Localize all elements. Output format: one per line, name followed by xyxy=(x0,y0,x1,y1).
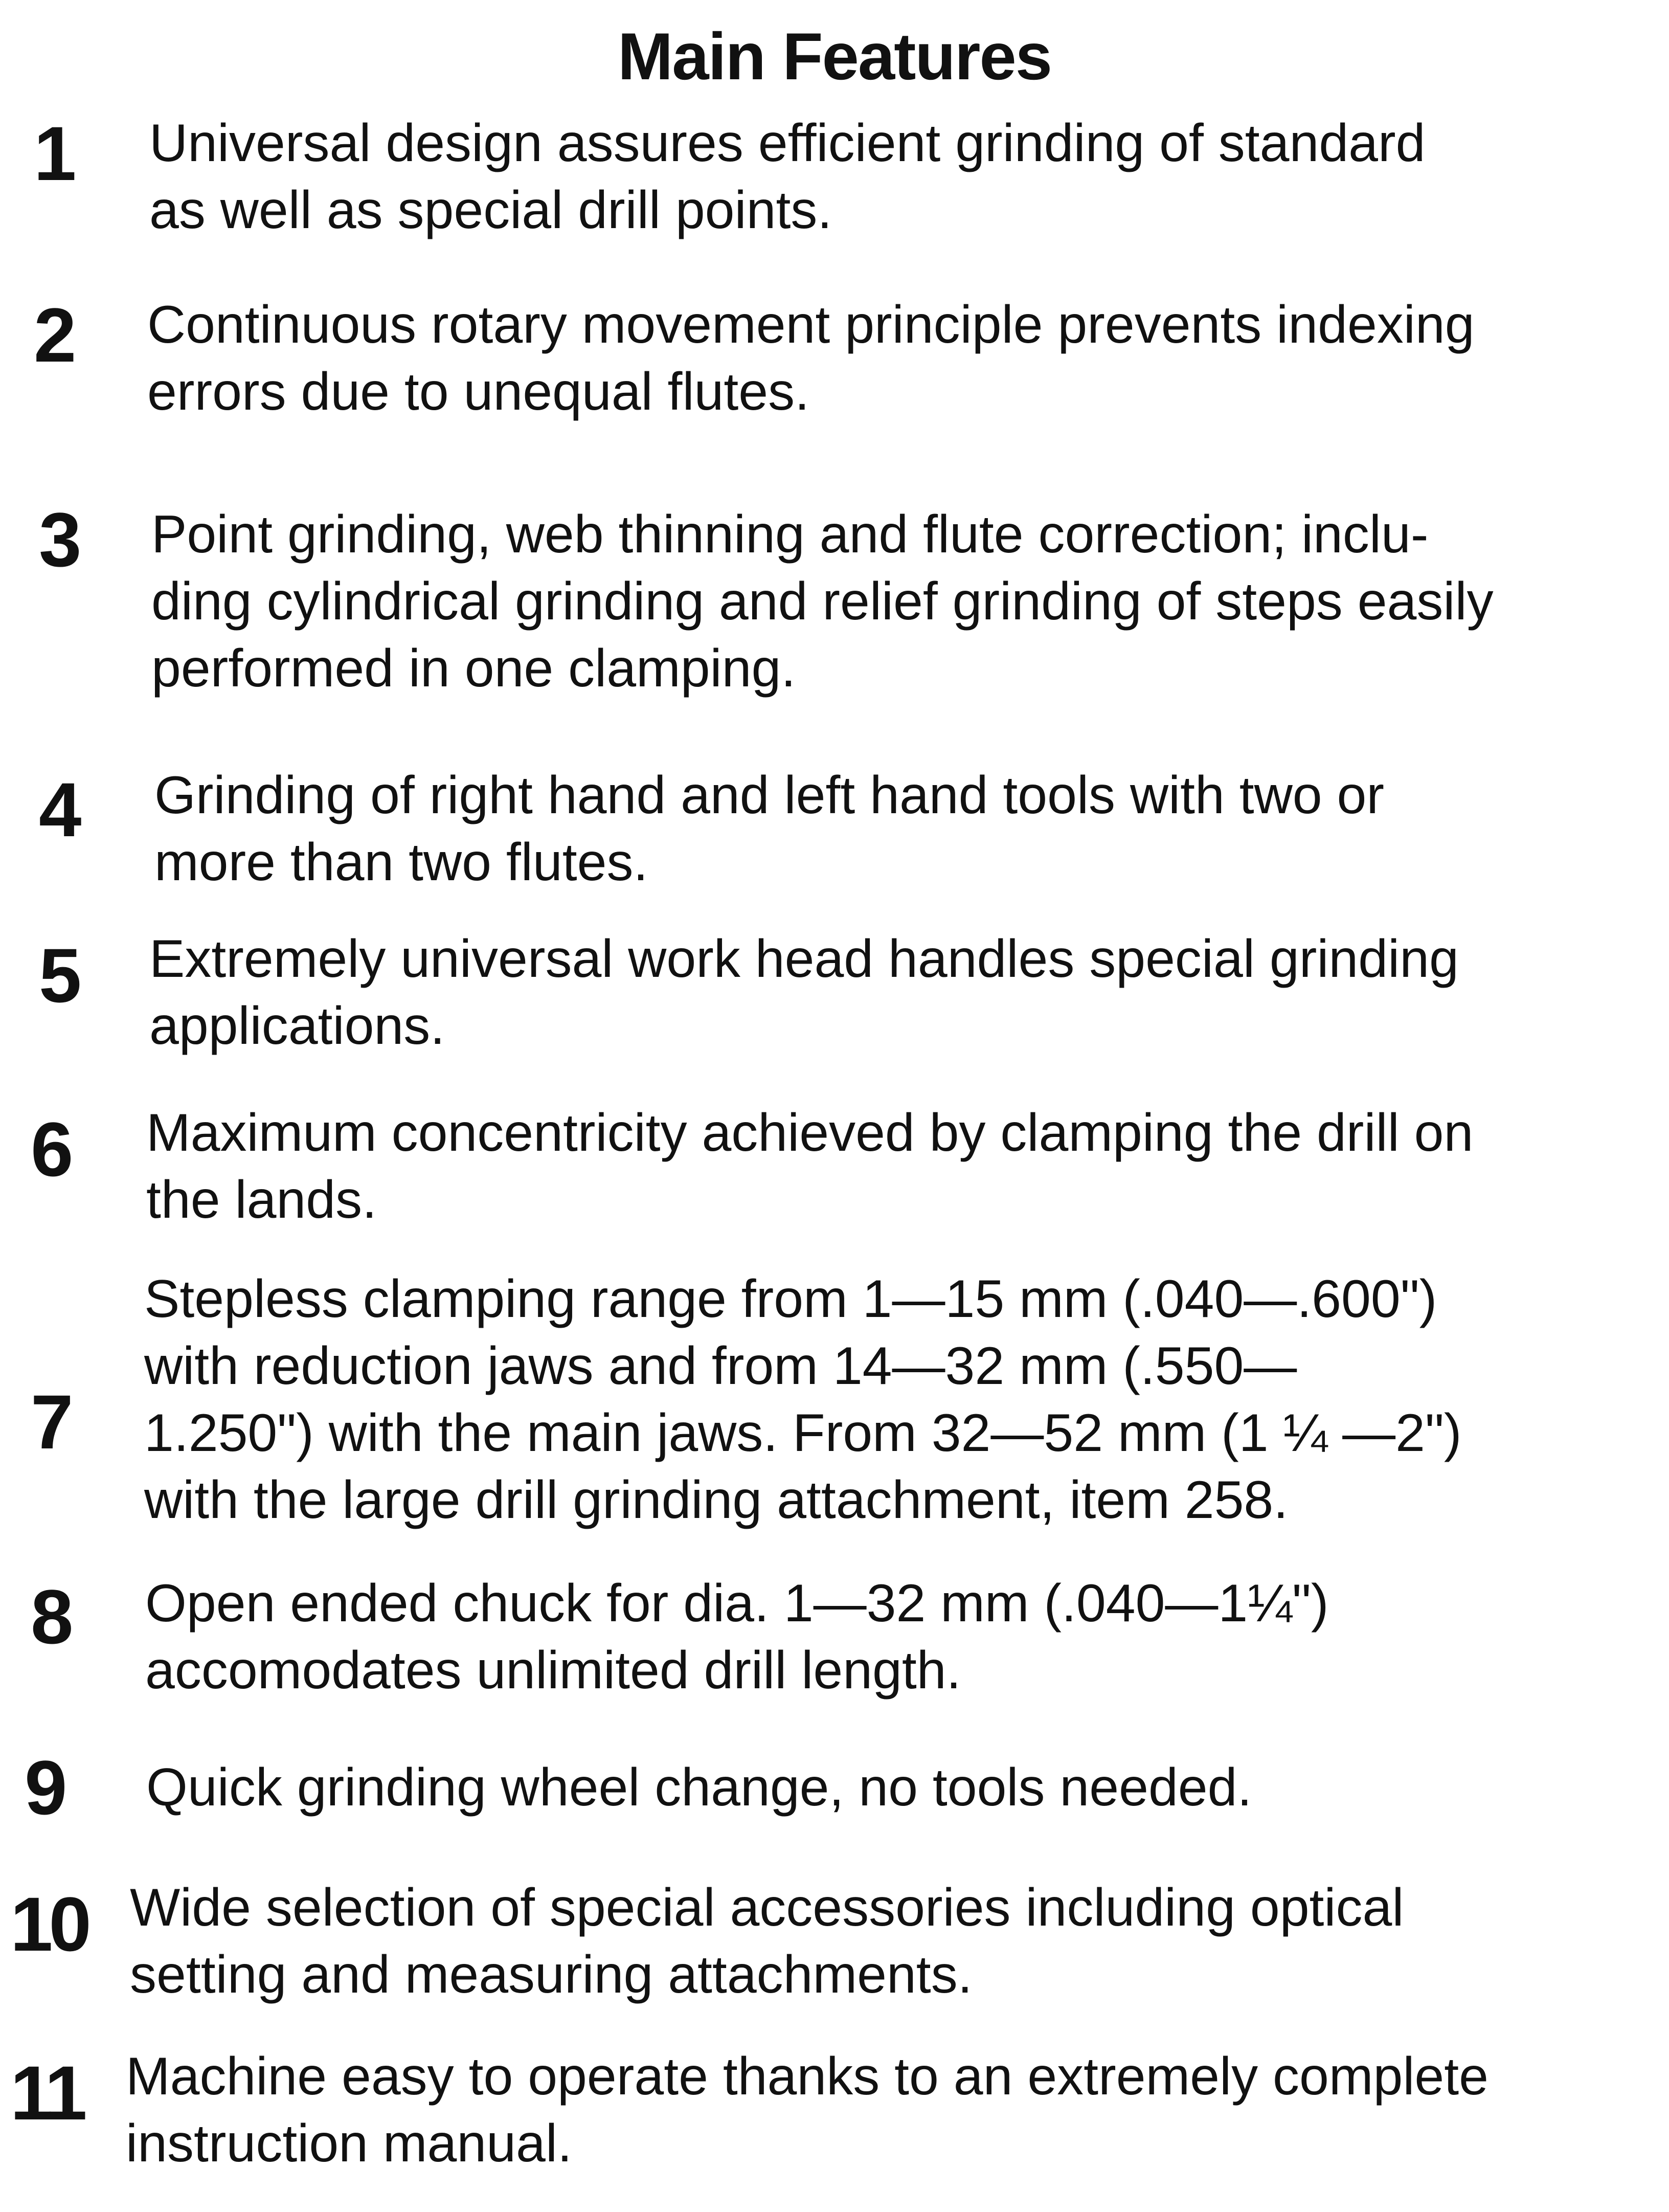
feature-text-line: performed in one clamping. xyxy=(151,639,796,698)
feature-text-line: more than two flutes. xyxy=(154,833,648,892)
feature-text-line: Stepless clamping range from 1—15 mm (.040—.600") xyxy=(144,1269,1437,1329)
feature-text-line: Machine easy to operate thanks to an extremely complete xyxy=(126,2047,1488,2106)
feature-text-line: ding cylindrical grinding and relief grinding of steps easily xyxy=(151,572,1494,631)
feature-text xyxy=(147,292,1625,426)
feature-text xyxy=(146,1100,1624,1234)
feature-text xyxy=(126,2043,1609,2177)
feature-number: 3 xyxy=(39,497,82,583)
feature-text xyxy=(145,1570,1623,1704)
feature-text-line: instruction manual. xyxy=(126,2114,572,2173)
feature-text-line: Extremely universal work head handles special grinding xyxy=(149,929,1459,989)
feature-number: 7 xyxy=(31,1379,74,1465)
feature-text-line: with reduction jaws and from 14—32 mm (.550— xyxy=(144,1336,1297,1396)
feature-text-line: errors due to unequal flutes. xyxy=(147,362,810,421)
page-title: Main Features xyxy=(617,19,1052,94)
feature-text-line: Point grinding, web thinning and flute correction; inclu- xyxy=(151,505,1429,564)
feature-text-line: Open ended chuck for dia. 1—32 mm (.040—1¼") xyxy=(145,1574,1329,1633)
feature-text-line: Wide selection of special accessories including optical xyxy=(130,1878,1404,1937)
feature-number: 1 xyxy=(34,110,77,196)
feature-text xyxy=(154,762,1632,896)
feature-text-line: the lands. xyxy=(146,1170,377,1230)
feature-text xyxy=(151,501,1629,702)
feature-number: 4 xyxy=(39,767,82,853)
feature-number: 10 xyxy=(10,1881,87,1967)
feature-text xyxy=(144,1266,1627,1534)
feature-text xyxy=(149,110,1627,244)
feature-text xyxy=(149,926,1627,1060)
feature-text-line: applications. xyxy=(149,996,445,1056)
feature-text-line: Quick grinding wheel change, no tools needed. xyxy=(146,1758,1252,1817)
feature-text xyxy=(130,1874,1613,2008)
feature-text-line: Grinding of right hand and left hand tools with two or xyxy=(154,766,1384,825)
feature-text-line: with the large drill grinding attachment, item 258. xyxy=(144,1470,1289,1530)
feature-text-line: 1.250") with the main jaws. From 32—52 mm (1 ¼ —2") xyxy=(144,1403,1462,1463)
feature-text-line: setting and measuring attachments. xyxy=(130,1945,973,2004)
feature-number: 2 xyxy=(34,292,77,378)
feature-number: 8 xyxy=(31,1574,74,1660)
feature-number: 9 xyxy=(25,1745,67,1830)
feature-number: 6 xyxy=(31,1106,74,1192)
feature-text-line: as well as special drill points. xyxy=(149,181,832,240)
feature-text xyxy=(146,1754,1624,1821)
feature-text-line: Maximum concentricity achieved by clamping the drill on xyxy=(146,1103,1474,1163)
feature-number: 11 xyxy=(10,2050,83,2136)
feature-text-line: Universal design assures efficient grinding of standard xyxy=(149,114,1426,173)
feature-number: 5 xyxy=(39,932,82,1018)
feature-text-line: Continuous rotary movement principle prevents indexing xyxy=(147,295,1475,354)
feature-text-line: accomodates unlimited drill length. xyxy=(145,1641,961,1700)
